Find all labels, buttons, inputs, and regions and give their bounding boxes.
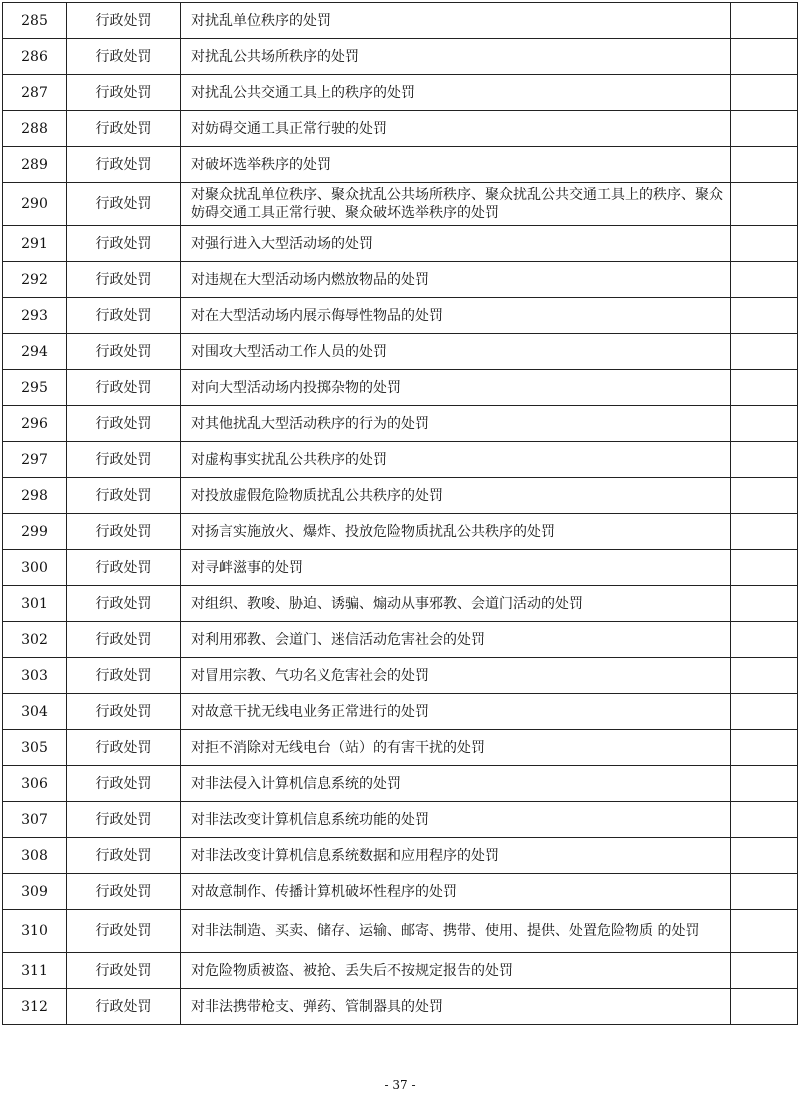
row-number: 291 — [3, 226, 67, 262]
row-extra-cell — [731, 802, 798, 838]
row-type: 行政处罚 — [67, 334, 181, 370]
row-item-name: 对扰乱单位秩序的处罚 — [181, 3, 731, 39]
row-type: 行政处罚 — [67, 226, 181, 262]
row-item-name: 对寻衅滋事的处罚 — [181, 550, 731, 586]
row-type: 行政处罚 — [67, 370, 181, 406]
table-row — [3, 226, 798, 262]
table-row — [3, 262, 798, 298]
row-extra-cell — [731, 838, 798, 874]
row-extra-cell — [731, 989, 798, 1025]
row-number: 305 — [3, 730, 67, 766]
row-number: 304 — [3, 694, 67, 730]
row-type: 行政处罚 — [67, 75, 181, 111]
row-item-name: 对非法携带枪支、弹药、管制器具的处罚 — [181, 989, 731, 1025]
power-list-table — [2, 2, 798, 1025]
row-type: 行政处罚 — [67, 586, 181, 622]
row-type: 行政处罚 — [67, 802, 181, 838]
row-item-name: 对投放虚假危险物质扰乱公共秩序的处罚 — [181, 478, 731, 514]
row-item-name: 对扰乱公共交通工具上的秩序的处罚 — [181, 75, 731, 111]
row-item-name: 对聚众扰乱单位秩序、聚众扰乱公共场所秩序、聚众扰乱公共交通工具上的秩序、聚众妨碍交通工具正常行驶、聚众破坏选举秩序的处罚 — [181, 183, 731, 226]
row-extra-cell — [731, 147, 798, 183]
row-extra-cell — [731, 730, 798, 766]
row-number: 292 — [3, 262, 67, 298]
row-number: 286 — [3, 39, 67, 75]
row-type: 行政处罚 — [67, 262, 181, 298]
row-item-name: 对向大型活动场内投掷杂物的处罚 — [181, 370, 731, 406]
row-type: 行政处罚 — [67, 183, 181, 226]
table-row — [3, 766, 798, 802]
row-type: 行政处罚 — [67, 442, 181, 478]
row-extra-cell — [731, 874, 798, 910]
row-extra-cell — [731, 442, 798, 478]
row-type: 行政处罚 — [67, 658, 181, 694]
row-item-name: 对利用邪教、会道门、迷信活动危害社会的处罚 — [181, 622, 731, 658]
row-item-name: 对围攻大型活动工作人员的处罚 — [181, 334, 731, 370]
row-type: 行政处罚 — [67, 298, 181, 334]
table-row — [3, 550, 798, 586]
row-type: 行政处罚 — [67, 550, 181, 586]
table-row — [3, 953, 798, 989]
row-type: 行政处罚 — [67, 838, 181, 874]
row-extra-cell — [731, 478, 798, 514]
row-extra-cell — [731, 370, 798, 406]
table-row — [3, 514, 798, 550]
table-row — [3, 658, 798, 694]
row-type: 行政处罚 — [67, 147, 181, 183]
row-extra-cell — [731, 111, 798, 147]
table-row — [3, 39, 798, 75]
row-item-name: 对拒不消除对无线电台（站）的有害干扰的处罚 — [181, 730, 731, 766]
row-item-name: 对组织、教唆、胁迫、诱骗、煽动从事邪教、会道门活动的处罚 — [181, 586, 731, 622]
row-number: 301 — [3, 586, 67, 622]
row-item-name: 对非法侵入计算机信息系统的处罚 — [181, 766, 731, 802]
row-item-name: 对故意干扰无线电业务正常进行的处罚 — [181, 694, 731, 730]
row-number: 294 — [3, 334, 67, 370]
table-row — [3, 75, 798, 111]
row-item-name: 对在大型活动场内展示侮辱性物品的处罚 — [181, 298, 731, 334]
row-extra-cell — [731, 334, 798, 370]
row-number: 300 — [3, 550, 67, 586]
row-type: 行政处罚 — [67, 953, 181, 989]
table-row — [3, 442, 798, 478]
row-extra-cell — [731, 910, 798, 953]
row-type: 行政处罚 — [67, 874, 181, 910]
row-item-name: 对强行进入大型活动场的处罚 — [181, 226, 731, 262]
row-type: 行政处罚 — [67, 622, 181, 658]
row-item-name: 对危险物质被盗、被抢、丢失后不按规定报告的处罚 — [181, 953, 731, 989]
table-row — [3, 298, 798, 334]
row-number: 309 — [3, 874, 67, 910]
row-extra-cell — [731, 953, 798, 989]
row-extra-cell — [731, 514, 798, 550]
table-row — [3, 874, 798, 910]
row-number: 310 — [3, 910, 67, 953]
row-type: 行政处罚 — [67, 514, 181, 550]
row-item-name: 对故意制作、传播计算机破坏性程序的处罚 — [181, 874, 731, 910]
row-extra-cell — [731, 262, 798, 298]
table-row — [3, 370, 798, 406]
row-number: 308 — [3, 838, 67, 874]
table-row — [3, 478, 798, 514]
page-number: - 37 - — [384, 1078, 416, 1092]
table-row — [3, 3, 798, 39]
row-number: 285 — [3, 3, 67, 39]
row-item-name: 对扬言实施放火、爆炸、投放危险物质扰乱公共秩序的处罚 — [181, 514, 731, 550]
row-number: 312 — [3, 989, 67, 1025]
table-row — [3, 586, 798, 622]
row-extra-cell — [731, 226, 798, 262]
row-number: 298 — [3, 478, 67, 514]
table-row — [3, 147, 798, 183]
row-type: 行政处罚 — [67, 694, 181, 730]
row-number: 306 — [3, 766, 67, 802]
row-type: 行政处罚 — [67, 406, 181, 442]
row-item-name: 对非法改变计算机信息系统功能的处罚 — [181, 802, 731, 838]
row-type: 行政处罚 — [67, 39, 181, 75]
row-number: 302 — [3, 622, 67, 658]
table-row — [3, 989, 798, 1025]
row-number: 287 — [3, 75, 67, 111]
row-number: 311 — [3, 953, 67, 989]
row-extra-cell — [731, 75, 798, 111]
row-item-name: 对扰乱公共场所秩序的处罚 — [181, 39, 731, 75]
row-number: 307 — [3, 802, 67, 838]
table-row — [3, 183, 798, 226]
row-item-name: 对其他扰乱大型活动秩序的行为的处罚 — [181, 406, 731, 442]
row-item-name: 对冒用宗教、气功名义危害社会的处罚 — [181, 658, 731, 694]
table-row — [3, 406, 798, 442]
table-row — [3, 838, 798, 874]
table-row — [3, 730, 798, 766]
row-number: 296 — [3, 406, 67, 442]
row-extra-cell — [731, 39, 798, 75]
table-row — [3, 622, 798, 658]
row-number: 288 — [3, 111, 67, 147]
row-item-name: 对破坏选举秩序的处罚 — [181, 147, 731, 183]
row-extra-cell — [731, 622, 798, 658]
table-body — [3, 3, 798, 1025]
row-extra-cell — [731, 694, 798, 730]
row-number: 290 — [3, 183, 67, 226]
table-row — [3, 802, 798, 838]
row-type: 行政处罚 — [67, 3, 181, 39]
table-row — [3, 910, 798, 953]
row-type: 行政处罚 — [67, 766, 181, 802]
row-extra-cell — [731, 586, 798, 622]
row-extra-cell — [731, 766, 798, 802]
table-row — [3, 111, 798, 147]
row-extra-cell — [731, 658, 798, 694]
row-type: 行政处罚 — [67, 730, 181, 766]
row-extra-cell — [731, 3, 798, 39]
row-extra-cell — [731, 298, 798, 334]
row-number: 299 — [3, 514, 67, 550]
row-type: 行政处罚 — [67, 989, 181, 1025]
row-number: 303 — [3, 658, 67, 694]
row-item-name: 对违规在大型活动场内燃放物品的处罚 — [181, 262, 731, 298]
row-number: 295 — [3, 370, 67, 406]
row-extra-cell — [731, 406, 798, 442]
table-row — [3, 694, 798, 730]
row-type: 行政处罚 — [67, 478, 181, 514]
row-extra-cell — [731, 550, 798, 586]
table-row — [3, 334, 798, 370]
row-extra-cell — [731, 183, 798, 226]
row-item-name: 对非法改变计算机信息系统数据和应用程序的处罚 — [181, 838, 731, 874]
row-number: 297 — [3, 442, 67, 478]
row-type: 行政处罚 — [67, 111, 181, 147]
row-number: 293 — [3, 298, 67, 334]
row-item-name: 对妨碍交通工具正常行驶的处罚 — [181, 111, 731, 147]
row-item-name: 对非法制造、买卖、储存、运输、邮寄、携带、使用、提供、处置危险物质 的处罚 — [181, 910, 731, 953]
row-number: 289 — [3, 147, 67, 183]
row-item-name: 对虚构事实扰乱公共秩序的处罚 — [181, 442, 731, 478]
row-type: 行政处罚 — [67, 910, 181, 953]
